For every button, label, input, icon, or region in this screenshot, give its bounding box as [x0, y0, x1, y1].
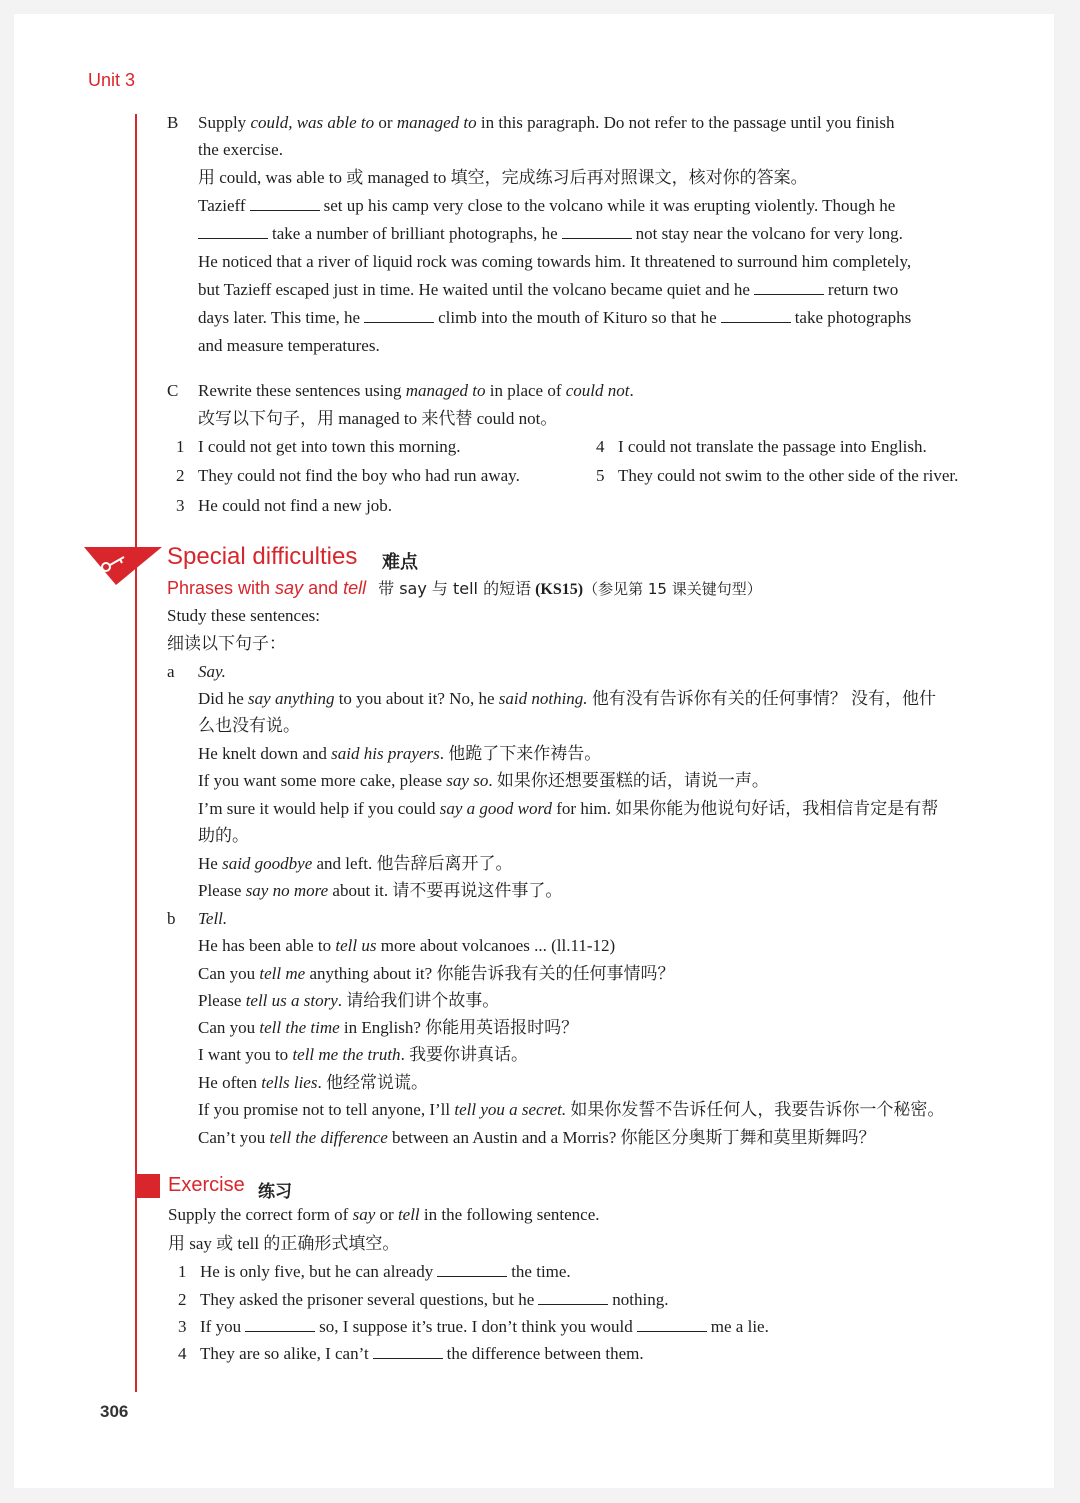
example-sentence: Can you tell me anything about it? 你能告诉我有关的任何事情吗？	[198, 964, 675, 983]
unit-label: Unit 3	[88, 70, 136, 90]
exercise-title: Exercise	[168, 1174, 245, 1196]
example-sentence: Can you tell the time in English? 你能用英语报时吗？	[198, 1018, 579, 1037]
section-b-line: but Tazieff escaped just in time. He waited until the volcano became quiet and he return two	[198, 280, 899, 299]
page-number: 306	[100, 1402, 129, 1421]
study-label-zh: 细读以下句子：	[167, 634, 286, 653]
example-sentence: I want you to tell me the truth. 我要你讲真话。	[198, 1045, 529, 1064]
example-sentence: 么也没有说。	[198, 716, 300, 735]
example-sentence: Can’t you tell the difference between an Austin and a Morris? 你能区分奥斯丁舞和莫里斯舞吗？	[198, 1128, 876, 1147]
list-item: 1 I could not get into town this morning.	[176, 437, 461, 456]
key-flag-icon	[84, 545, 164, 587]
example-sentence: Please say no more about it. 请不要再说这件事了。	[198, 881, 563, 900]
section-b-line: days later. This time, he climb into the mouth of Kituro so that he take photographs	[198, 308, 912, 327]
margin-rule	[135, 114, 137, 1392]
section-c-letter: C	[167, 381, 179, 400]
example-sentence: He often tells lies. 他经常说谎。	[198, 1073, 428, 1092]
example-sentence: Did he say anything to you about it? No, he said nothing. 他有没有告诉你有关的任何事情？ 没有，他什	[198, 689, 937, 708]
example-sentence: 助的。	[198, 826, 249, 845]
section-b-line: take a number of brilliant photographs, he not stay near the volcano for very long.	[198, 220, 903, 248]
subsection-b-letter: b	[167, 909, 176, 928]
example-sentence: Please tell us a story. 请给我们讲个故事。	[198, 991, 500, 1010]
study-label: Study these sentences:	[167, 606, 320, 625]
exercise-question: 2 They asked the prisoner several questions, but he nothing.	[178, 1290, 669, 1309]
list-item: 4 I could not translate the passage into English.	[596, 437, 927, 456]
section-b-line: and measure temperatures.	[198, 336, 380, 355]
section-b-instruction-line2: the exercise.	[198, 140, 283, 159]
section-c-zh: 改写以下句子，用 managed to 来代替 could not。	[198, 409, 558, 428]
list-item: 3 He could not find a new job.	[176, 496, 393, 515]
example-sentence: If you promise not to tell anyone, I’ll tell you a secret. 如果你发誓不告诉任何人，我要告诉你一个秘密。	[198, 1100, 945, 1119]
example-sentence: He knelt down and said his prayers. 他跪了下来作祷告。	[198, 744, 602, 763]
phrases-subtitle: Phrases with say and tell 带 say 与 tell 的短语 (KS15)（参见第 15 课关键句型）	[167, 578, 762, 598]
example-sentence: He has been able to tell us more about volcanoes ... (ll.11-12)	[198, 936, 616, 955]
section-b-line: Tazieff set up his camp very close to the volcano while it was erupting violently. Though he	[198, 196, 896, 215]
example-sentence: If you want some more cake, please say so. 如果你还想要蛋糕的话，请说一声。	[198, 771, 769, 790]
subsection-b-title: Tell.	[198, 909, 228, 928]
list-item: 5 They could not swim to the other side of the river.	[596, 466, 959, 485]
exercise-question: 4 They are so alike, I can’t the difference between them.	[178, 1344, 644, 1363]
section-b-zh: 用 could, was able to 或 managed to 填空，完成练习后再对照课文，核对你的答案。	[198, 168, 808, 187]
subsection-a-letter: a	[167, 662, 175, 681]
special-difficulties-title: Special difficulties	[167, 543, 358, 570]
exercise-question: 3 If you so, I suppose it’s true. I don’t think you would me a lie.	[178, 1317, 769, 1336]
section-b-letter: B	[167, 113, 179, 132]
exercise-marker	[136, 1174, 160, 1198]
list-item: 2 They could not find the boy who had run away.	[176, 466, 520, 485]
section-b-line: He noticed that a river of liquid rock was coming towards him. It threatened to surround him completely,	[198, 252, 912, 271]
example-sentence: He said goodbye and left. 他告辞后离开了。	[198, 854, 513, 873]
special-difficulties-title-zh: 难点	[382, 552, 418, 573]
exercise-instruction: Supply the correct form of say or tell in the following sentence.	[168, 1205, 600, 1224]
exercise-zh: 用 say 或 tell 的正确形式填空。	[168, 1234, 400, 1253]
section-b-instruction: Supply could, was able to or managed to in this paragraph. Do not refer to the passage until you finish	[198, 113, 895, 132]
exercise-question: 1 He is only five, but he can already the time.	[178, 1262, 571, 1281]
subsection-a-title: Say.	[198, 662, 226, 681]
example-sentence: I’m sure it would help if you could say a good word for him. 如果你能为他说句好话，我相信肯定是有帮	[198, 799, 939, 818]
section-c-instruction: Rewrite these sentences using managed to in place of could not.	[198, 381, 634, 400]
exercise-title-zh: 练习	[258, 1182, 292, 1202]
